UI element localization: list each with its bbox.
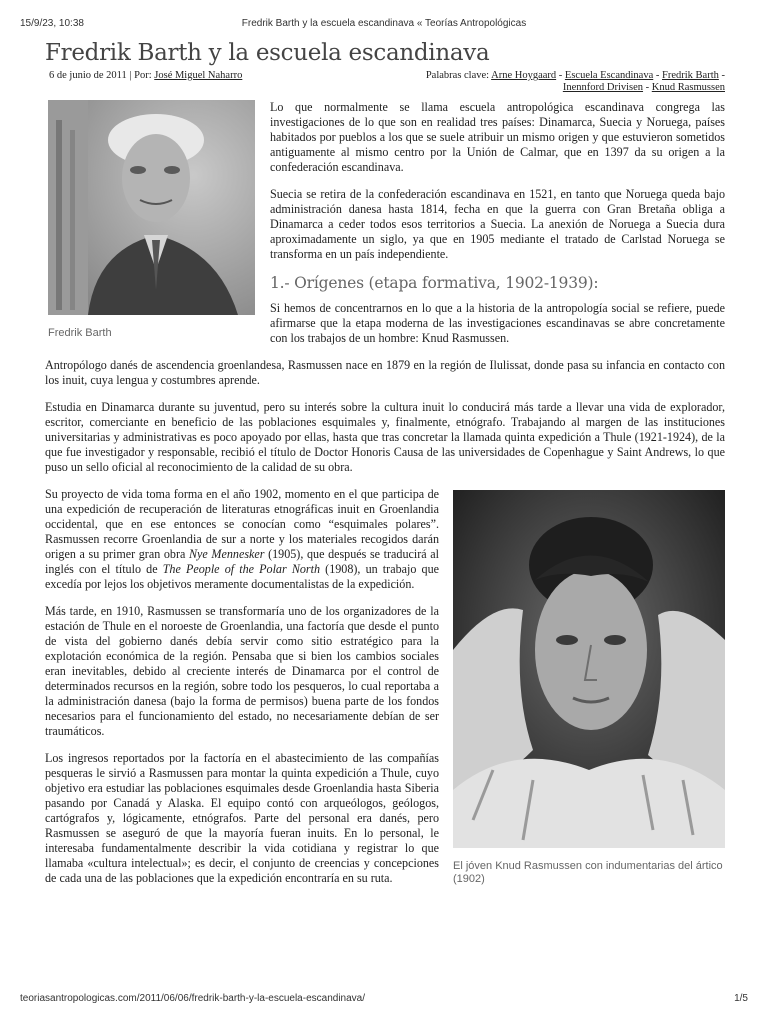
article-meta [45,70,725,100]
paragraph: Antropólogo danés de ascendencia groenlandesa, Rasmussen nace en 1879 en la región de Ilulissat, donde pasa su infancia en contacto con los inuit, cuya lengua y costumbres aprende. [45,358,725,387]
paragraph: Estudia en Dinamarca durante su juventud, pero su interés sobre la cultura inuit lo conducirá más tarde a llevar una vida de explorador, escritor, comerciante en beneficio de las poblaciones esquimales y, finalmente, etnógrafo. Trabajando al margen de las instituciones universitarias y administrativas es poco apoyado por ellas, hasta que tras concretar la llamada quinta expedición a Thule (1921-1924), de la que fue investigador y responsable, recibió el título de Doctor Honoris Causa de las universidades de Copenhague y Saint Andrews, lo que puso un sello oficial al reconocimiento de la calidad de su obra. [45,400,725,474]
paragraph: Los ingresos reportados por la factoría en el abastecimiento de las compañías pesqueras le sirvió a Rasmussen para montar la quinta expedición a Thule, cuyo objetivo era estudiar las poblaciones esquimales desde Groenlandia hasta Siberia pasando por Canadá y Alaska. El equipo contó con arqueólogos, geólogos, cartógrafos y, lógicamente, etnógrafos. Parte del personal era danés, pero Rasmussen se aseguró de que la mayoría fueran inuits. En lo personal, le interesaba fundamentalmente describir la vida cotidiana y registrar lo que llamaba «cultura intelectual»; es decir, el conjunto de creencias y concepciones de cada una de las poblaciones que la expedición encontraría en su ruta. [45,751,439,885]
keyword-link[interactable]: Arne Hoygaard [491,70,557,81]
keyword-link[interactable]: Knud Rasmussen [651,82,725,93]
figure2-caption: El jóven Knud Rasmussen con indumentarias del ártico (1902) [453,860,723,885]
paragraph: Más tarde, en 1910, Rasmussen se transformaría uno de los organizadores de la estación de Thule en el noroeste de Groenlandia, una factoría que desde el punto de vista del gobierno danés debía servir como sitio estratégico para la explotación económica de la región. Pensaba que si bien los cambios sociales eran inevitables, debido al creciente interés de Dinamarca por el control de determinados recursos en la región, sobre todo los pesqueros, lo cual reportaba a la administración danesa (bajo la forma de permisos) buena parte de los fondos necesarios para el funcionamiento del estado, no necesariamente debían de ser traumáticos. [45,604,439,738]
keywords: Palabras clave: Arne Hoygaard - Escuela Escandinava - Fredrik Barth - Inennford Drivisen - Knud Rasmussen [425,70,725,93]
rasmussen-photo [453,490,725,848]
paragraph: Suecia se retira de la confederación escandinava en 1521, en tanto que Noruega queda bajo administración danesa hasta 1814, fecha en que la guerra con Gran Bretaña obliga a Dinamarca a ceder todos esos territorios a Suecia. La anexión de Noruega a Suecia dura aproximadamente un siglo, ya que en 1905 mediante el tratado de Carlstad Noruega se transforma en un país independiente. [270,187,725,261]
article [45,40,725,898]
book-title: The People of the Polar North [162,562,321,576]
paragraph: Si hemos de concentrarnos en lo que a la historia de la antropología social se refiere, puede afirmarse que la etapa moderna de las investigaciones escandinavas se abre concretamente con los trabajos de un hombre: Knud Rasmussen. [270,301,725,345]
author-link[interactable]: José Miguel Naharro [154,70,243,81]
keywords-label: Palabras clave: [425,70,490,81]
keyword-link[interactable]: Fredrik Barth [662,70,719,81]
section-heading: 1.- Orígenes (etapa formativa, 1902-1939): [270,274,599,292]
publish-date: 6 de junio de 2011 [49,70,127,81]
keyword-link[interactable]: Inennford Drivisen [562,82,644,93]
print-page-title: Fredrik Barth y la escuela escandinava « Teorías Antropológicas [241,18,527,29]
print-page-number: 1/5 [734,993,748,1004]
print-datetime: 15/9/23, 10:38 [20,18,84,29]
figure-fredrik-barth [48,100,255,340]
book-title: Nye Mennesker [188,547,265,561]
article-title: Fredrik Barth y la escuela escandinava [45,40,490,66]
keyword-link[interactable]: Escuela Escandinava [564,70,654,81]
paragraph: Su proyecto de vida toma forma en el año 1902, momento en el que participa de una expedición de recuperación de literaturas etnográficas inuit en Groenlandia occidental, que en ese entonces se conocían como “esquimales polares”. Rasmussen recorre Groenlandia de sur a norte y los materiales recogidos darán origen a su primer gran obra Nye Mennesker (1905), que después se traducirá al inglés con el título de The People of the Polar North (1908), un trabajo que excedía por lejos los objetivos meramente documentalistas de la expedición. [45,487,439,591]
paragraph: Lo que normalmente se llama escuela antropológica escandinava congrega las investigaciones de lo que son en realidad tres países: Dinamarca, Suecia y Noruega, países habitados por pueblos a los que se suele atribuir un mismo origen y que estuvieron sometidos antiguamente al mismo centro por la Unión de Calmar, que en 1397 da su origen a la confederación escandinava. [270,100,725,174]
portrait-photo [48,100,255,315]
print-url: teoriasantropologicas.com/2011/06/06/fredrik-barth-y-la-escuela-escandinava/ [20,993,365,1004]
figure1-caption: Fredrik Barth [48,327,112,339]
by-label: Por: [134,70,152,81]
figure-knud-rasmussen [453,490,725,886]
byline: 6 de junio de 2011 | Por: José Miguel Naharro [49,70,243,81]
